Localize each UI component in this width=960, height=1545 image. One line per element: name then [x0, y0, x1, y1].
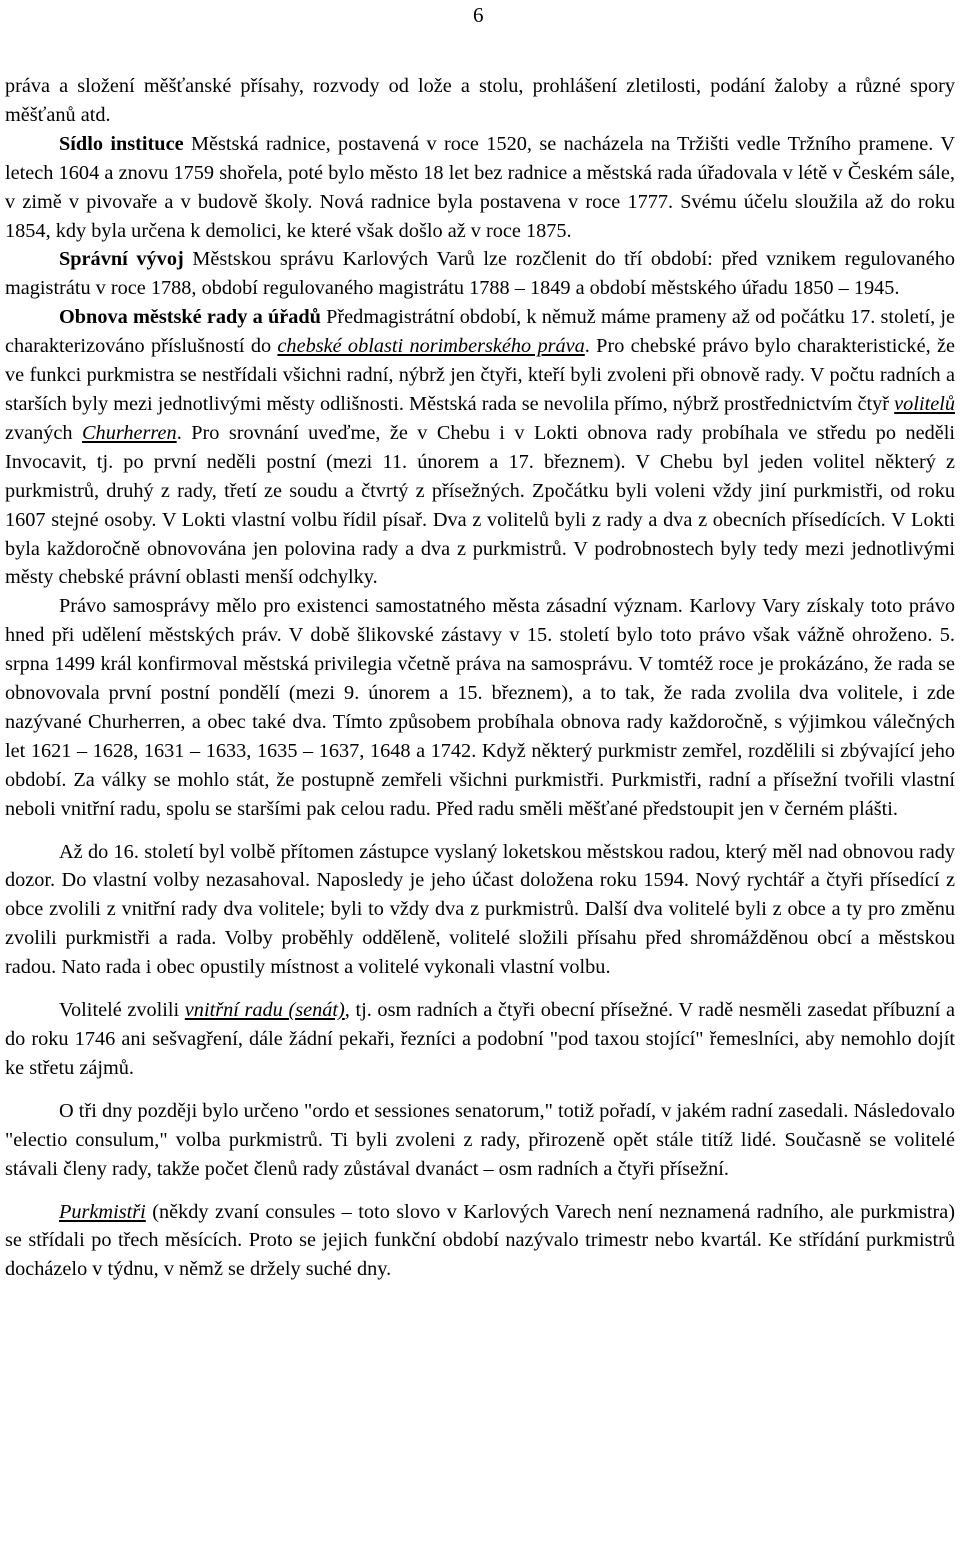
link-cheb-law[interactable]: chebské oblasti norimberského práva: [277, 335, 585, 358]
paragraph-admin-development: [5, 245, 955, 303]
link-mayors[interactable]: Purkmistři: [59, 1200, 146, 1223]
paragraph-mayors: [5, 1198, 955, 1285]
paragraph-self-government: [5, 592, 955, 823]
paragraph-text: Městská radnice, postavená v roce 1520, se nacházela na Tržišti vedle Tržního pramene. V letech 1604 a znovu 1759 shořela, poté bylo město 18 let bez radnice a městská rada úřadovala v létě v Českém sále, v zimě v pivovaře a v budově školy. Nová radnice byla postavena v roce 1777. Svému účelu sloužila až do roku 1854, kdy byla určena k demolici, ke které však došlo až v roce 1875.: [5, 132, 955, 242]
section-heading-admin: Správní vývoj: [59, 248, 184, 271]
page-number: 6: [473, 3, 484, 27]
paragraph-text: Předmagistrátní období, k němuž máme prameny až od počátku 17. století, je charakterizováno příslušností do: [5, 306, 955, 358]
paragraph-text: . Pro srovnání uveďme, že v Chebu i v Lokti obnova rady probíhala ve středu po neděli Invocavit, tj. po první neděli postní (mezi 11. únorem a 17. březnem). V Chebu byl jeden volitel některý z purkmistrů, druhý z rady, třetí ze soudu a čtvrtý z přísežných. Zpočátku byli voleni vždy jiní purkmistři, od roku 1607 stejné osoby. V Lokti vlastní volbu řídil písař. Dva z volitelů byli z rady a dva z obecních přísedících. V Lokti byla každoročně obnovována jen polovina rady a dva z purkmistrů. V podrobnostech byly tedy mezi jednotlivými městy chebské právní oblasti menší odchylky.: [5, 421, 956, 589]
paragraph-ordo: [5, 1097, 955, 1184]
document-body: [5, 72, 955, 1284]
section-heading-renewal: Obnova městské rady a úřadů: [59, 306, 321, 329]
paragraph-text: Až do 16. století byl volbě přítomen zástupce vyslaný loketskou městskou radou, který měl nad obnovou rady dozor. Do vlastní volby nezasahoval. Naposledy je jeho účast doložena roku 1594. Nový rychtář a čtyři přísedící z obce zvolili z vnitřní rady dva volitele; byli to vždy dva z purkmistrů. Další dva volitelé byli z obce a ty pro změnu zvolili purkmistři a rada. Volby proběhly odděleně, volitelé složili přísahu před shromážděnou obcí a městskou radou. Nato rada i obec opustily místnost a volitelé vykonali vlastní volbu.: [5, 840, 955, 979]
link-inner-council[interactable]: vnitřní radu (senát): [184, 999, 345, 1022]
paragraph-text: Městskou správu Karlových Varů lze rozčlenit do tří období: před vznikem regulovaného magistrátu v roce 1788, období regulovaného magistrátu 1788 – 1849 a období městského úřadu 1850 – 1945.: [5, 248, 955, 300]
section-heading-seat: Sídlo instituce: [59, 132, 184, 155]
paragraph-text: O tři dny později bylo určeno "ordo et sessiones senatorum," totiž pořadí, v jakém radní zasedali. Následovalo "electio consulum," volba purkmistrů. Ti byli zvoleni z rady, přirozeně opět stále titíž lidé. Současně se volitelé stávali členy rady, takže počet členů rady zůstával dvanáct – osm radních a čtyři přísežní.: [5, 1099, 955, 1180]
paragraph-text: Volitelé zvolili: [59, 999, 185, 1022]
paragraph: [5, 72, 955, 130]
paragraph-text: (někdy zvaní consules – toto slovo v Karlových Varech není neznamená radního, ale purkmistra) se střídali po třech měsících. Proto se jejich funkční období nazývalo trimestr nebo kvartál. Ke střídání purkmistrů docházelo v týdnu, v němž se držely suché dny.: [5, 1200, 955, 1281]
link-churherren[interactable]: Churherren: [82, 421, 177, 444]
paragraph-text: práva a složení měšťanské přísahy, rozvody od lože a stolu, prohlášení zletilosti, podání žaloby a různé spory měšťanů atd.: [5, 75, 955, 126]
paragraph-text: , tj. osm radních a čtyři obecní přísežné. V radě nesměli zasedat příbuzní a do roku 1746 ani sešvagření, dále žádní pekaři, řezníci a podobní "pod taxou stojící" řemeslníci, aby nemohlo dojít ke střetu zájmů.: [5, 999, 955, 1079]
paragraph-text: Právo samosprávy mělo pro existenci samostatného města zásadní význam. Karlovy Vary získaly toto právo hned při udělení městských práv. V době šlikovské zástavy v 15. století bylo toto právo však vážně ohroženo. 5. srpna 1499 král konfirmoval městská privilegia včetně práva na samosprávu. V tomtéž roce je prokázáno, že rada se obnovovala první postní pondělí (mezi 9. únorem a 15. březnem), a to tak, že rada zvolila dva volitele, i zde nazývané Churherren, a obec také dva. Tímto způsobem probíhala obnova rady každoročně, s výjimkou válečných let 1621 – 1628, 1631 – 1633, 1635 – 1637, 1648 a 1742. Když některý purkmistr zemřel, rozdělili si zbývající jeho období. Za války se mohlo stát, že postupně zemřeli všichni purkmistři. Purkmistři, radní a přísežní tvořili vlastní neboli vnitřní radu, spolu se staršími pak celou radu. Před radu směli měšťané předstoupit jen v černém plášti.: [5, 595, 955, 820]
paragraph-loket-oversight: [5, 838, 955, 983]
link-electors[interactable]: volitelů: [894, 392, 955, 415]
paragraph-inner-council: [5, 996, 955, 1083]
paragraph-seat: [5, 130, 955, 246]
paragraph-text: . Pro chebské právo bylo charakteristické, že ve funkci purkmistra se nestřídali všichni radní, nýbrž jen čtyři, kteří byli zvoleni při obnově rady. V počtu radních a starších byly mezi jednotlivými městy odlišnosti. Městská rada se nevolila přímo, nýbrž prostřednictvím čtyř: [5, 335, 955, 415]
paragraph-council-renewal: [5, 303, 955, 592]
paragraph-text: zvaných: [5, 421, 83, 444]
